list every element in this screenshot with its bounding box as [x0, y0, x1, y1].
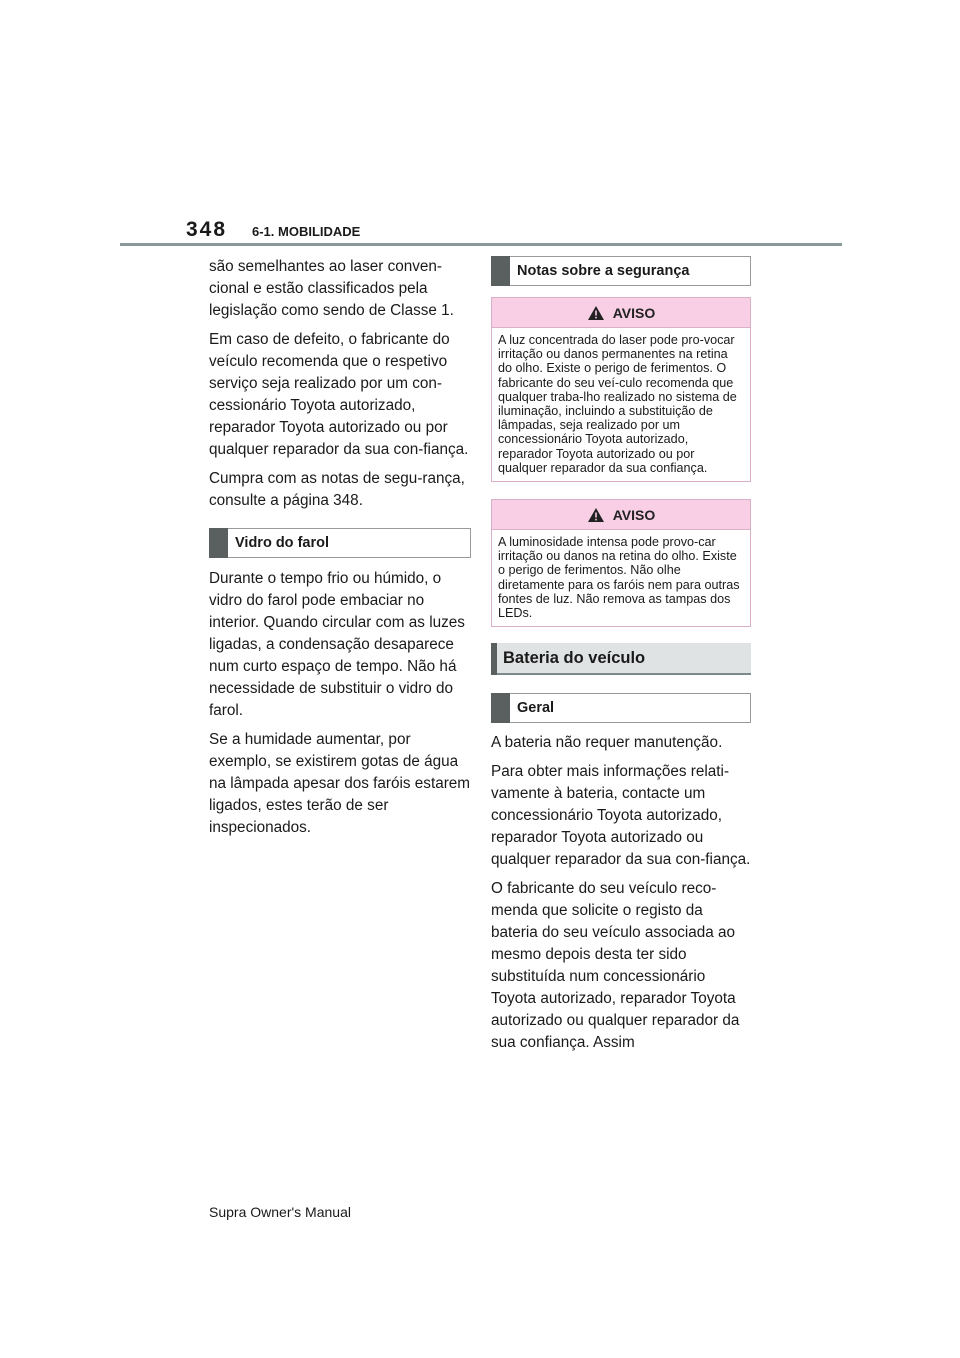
page-number: 348 — [186, 218, 228, 241]
header-divider — [120, 243, 842, 246]
heading-headlight-glass: Vidro do farol — [209, 528, 471, 558]
warning-box — [491, 297, 751, 482]
section-title: 6-1. MOBILIDADE — [252, 224, 361, 239]
paragraph: Para obter mais informações relati-vamente à bateria, contacte um concessionário Toyota autorizado, reparador Toyota autorizado ou qualquer reparador da sua con-fiança. — [491, 763, 751, 869]
warning-triangle-icon — [587, 305, 605, 321]
left-column — [209, 256, 471, 846]
paragraph: Cumpra com as notas de segu-rança, consulte a página 348. — [209, 470, 465, 509]
paragraph: Em caso de defeito, o fabricante do veículo recomenda que o respetivo serviço seja realizado por um con-cessionário Toyota autorizado, reparador Toyota autorizado ou por qualquer reparador da sua con-fiança. — [209, 331, 469, 458]
paragraph: Durante o tempo frio ou húmido, o vidro do farol pode embaciar no interior. Quando circular com as luzes ligadas, a condensação desaparece num curto espaço de tempo. Não há necessidade de substituir o vidro do farol. — [209, 570, 465, 719]
paragraph: Se a humidade aumentar, por exemplo, se existirem gotas de água na lâmpada apesar dos faróis estarem ligados, estes terão de ser inspecionados. — [209, 731, 471, 836]
warning-text: A luz concentrada do laser pode pro-vocar irritação ou danos permanentes na retina do olho. Existe o perigo de ferimentos. O fabricante do seu veí-culo recomenda que qualquer traba-lho realizado no sistema de iluminação, incluindo a substituição de lâmpadas, seja realizado por um concessionário Toyota autorizado, reparador Toyota autorizado ou por qualquer reparador da sua confiança. — [498, 333, 737, 475]
warning-text: A luminosidade intensa pode provo-car irritação ou danos na retina do olho. Existe o perigo de ferimentos. Não olhe diretamente para os faróis nem para outras fontes de luz. Não remova as tampas dos LEDs. — [498, 535, 740, 621]
heading-vehicle-battery: Bateria do veículo — [491, 643, 751, 675]
footer-text: Supra Owner's Manual — [209, 1204, 351, 1220]
paragraph: são semelhantes ao laser conven-cional e estão classificados pela legislação como sendo de Classe 1. — [209, 258, 454, 319]
heading-safety-notes: Notas sobre a segurança — [491, 256, 751, 286]
paragraph: A bateria não requer manutenção. — [491, 734, 723, 752]
warning-header — [492, 298, 750, 328]
warning-triangle-icon — [587, 507, 605, 523]
paragraph: O fabricante do seu veículo reco-menda que solicite o registo da bateria do seu veículo associada ao mesmo depois desta ter sido substituída num concessionário Toyota autorizado, reparador Toyota autorizado ou qualquer reparador da sua confiança. Assim — [491, 880, 740, 1052]
warning-title: AVISO — [612, 506, 656, 523]
right-column — [491, 256, 751, 1061]
warning-box — [491, 499, 751, 627]
page-header — [186, 218, 360, 242]
heading-general: Geral — [491, 693, 751, 723]
warning-title: AVISO — [612, 304, 656, 321]
warning-header — [492, 500, 750, 530]
